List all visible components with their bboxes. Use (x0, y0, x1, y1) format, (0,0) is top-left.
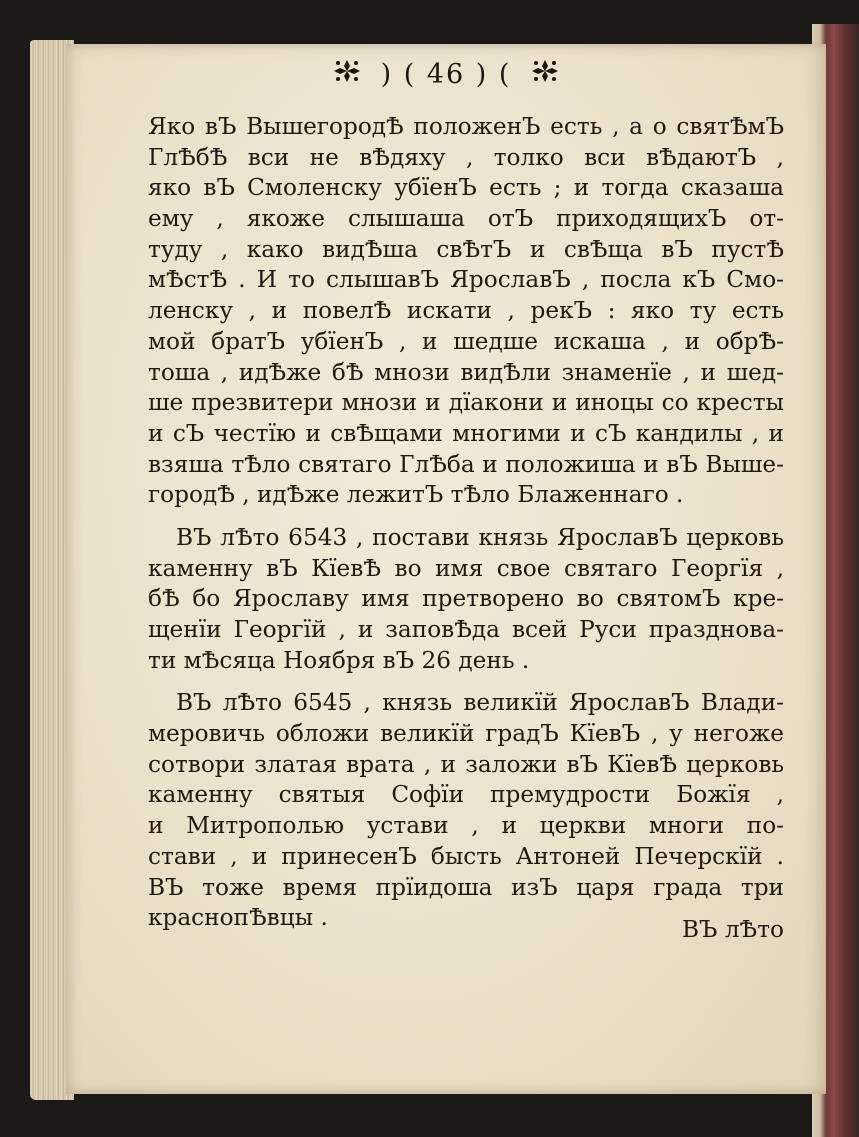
body-text (148, 112, 784, 934)
text-line: Яко вЪ ВышегородѢ положенЪ есть , а о святѢмЪ (148, 113, 784, 140)
text-line: бѢ бо Ярославу имя претворено во святомЪ кре- (148, 585, 784, 613)
text-line: и сЪ честїю и свѢщами многими и сЪ кандилы , и (148, 419, 784, 447)
text-line: ти мѢсяца Ноября вЪ 26 день . (148, 646, 530, 674)
paragraph-gap (148, 511, 784, 523)
text-line: каменну вЪ КїевѢ во имя свое святаго Георгїя , (148, 554, 784, 582)
paragraph-2 (148, 523, 784, 676)
text-line: городѢ , идѢже лежитЪ тѢло Блаженнаго . (148, 481, 684, 509)
floral-ornament-icon (530, 58, 560, 91)
text-line: сотвори златая врата , и заложи вЪ КїевѢ церковь (148, 750, 784, 778)
text-line: щенїи Георгїй , и заповѢда всей Руси празднова- (148, 616, 784, 643)
text-line: яко вЪ Смоленску убїенЪ есть ; и тогда сказаша (148, 174, 784, 202)
running-head (66, 58, 826, 98)
book-page (66, 44, 826, 1094)
text-line: взяша тѢло святаго ГлѢба и положиша и вЪ Выше- (148, 450, 784, 478)
text-line: ВЪ тоже время прїидоша изЪ царя града три (148, 873, 784, 901)
text-line: каменну святыя Софїи премудрости Божїя , (148, 781, 784, 809)
text-line: ему , якоже слышаша отЪ приходящихЪ от- (148, 205, 784, 233)
text-line: тоша , идѢже бѢ мнози видѢли знаменїе , и шед- (148, 358, 784, 386)
text-line: туду , како видѢша свѢтЪ и свѢща вЪ пустѢ (148, 235, 784, 263)
page-number: ) ( 46 ) ( (380, 59, 512, 90)
paragraph-3 (148, 688, 784, 934)
text-line: ГлѢбѢ вси не вѢдяху , толко вси вѢдаютЪ , (148, 143, 784, 171)
text-line: ВЪ лѢто 6543 , постави князь ЯрославЪ церковь (176, 523, 784, 551)
text-line: мой братЪ убїенЪ , и шедше искаша , и обрѢ- (148, 327, 784, 355)
text-line: мѢстѢ . И то слышавЪ ЯрославЪ , посла кЪ Смо- (148, 266, 784, 294)
text-line: меровичь обложи великїй градЪ КїевЪ , у негоже (148, 720, 784, 748)
catchword: ВЪ лѢто (681, 916, 784, 943)
text-line: стави , и принесенЪ бысть Антоней Печерскїй . (148, 842, 784, 870)
text-line: ленску , и повелѢ искати , рекЪ : яко ту есть (148, 297, 784, 325)
paragraph-gap (148, 676, 784, 688)
text-line: и Митрополью устави , и церкви многи по- (148, 812, 784, 840)
floral-ornament-icon (332, 58, 362, 91)
text-line: ше презвитери мнози и дїакони и иноцы со кресты (148, 389, 784, 417)
paragraph-1 (148, 112, 784, 511)
text-line: краснопѢвцы . (148, 904, 328, 932)
text-line: ВЪ лѢто 6545 , князь великїй ЯрославЪ Влади- (176, 689, 784, 717)
